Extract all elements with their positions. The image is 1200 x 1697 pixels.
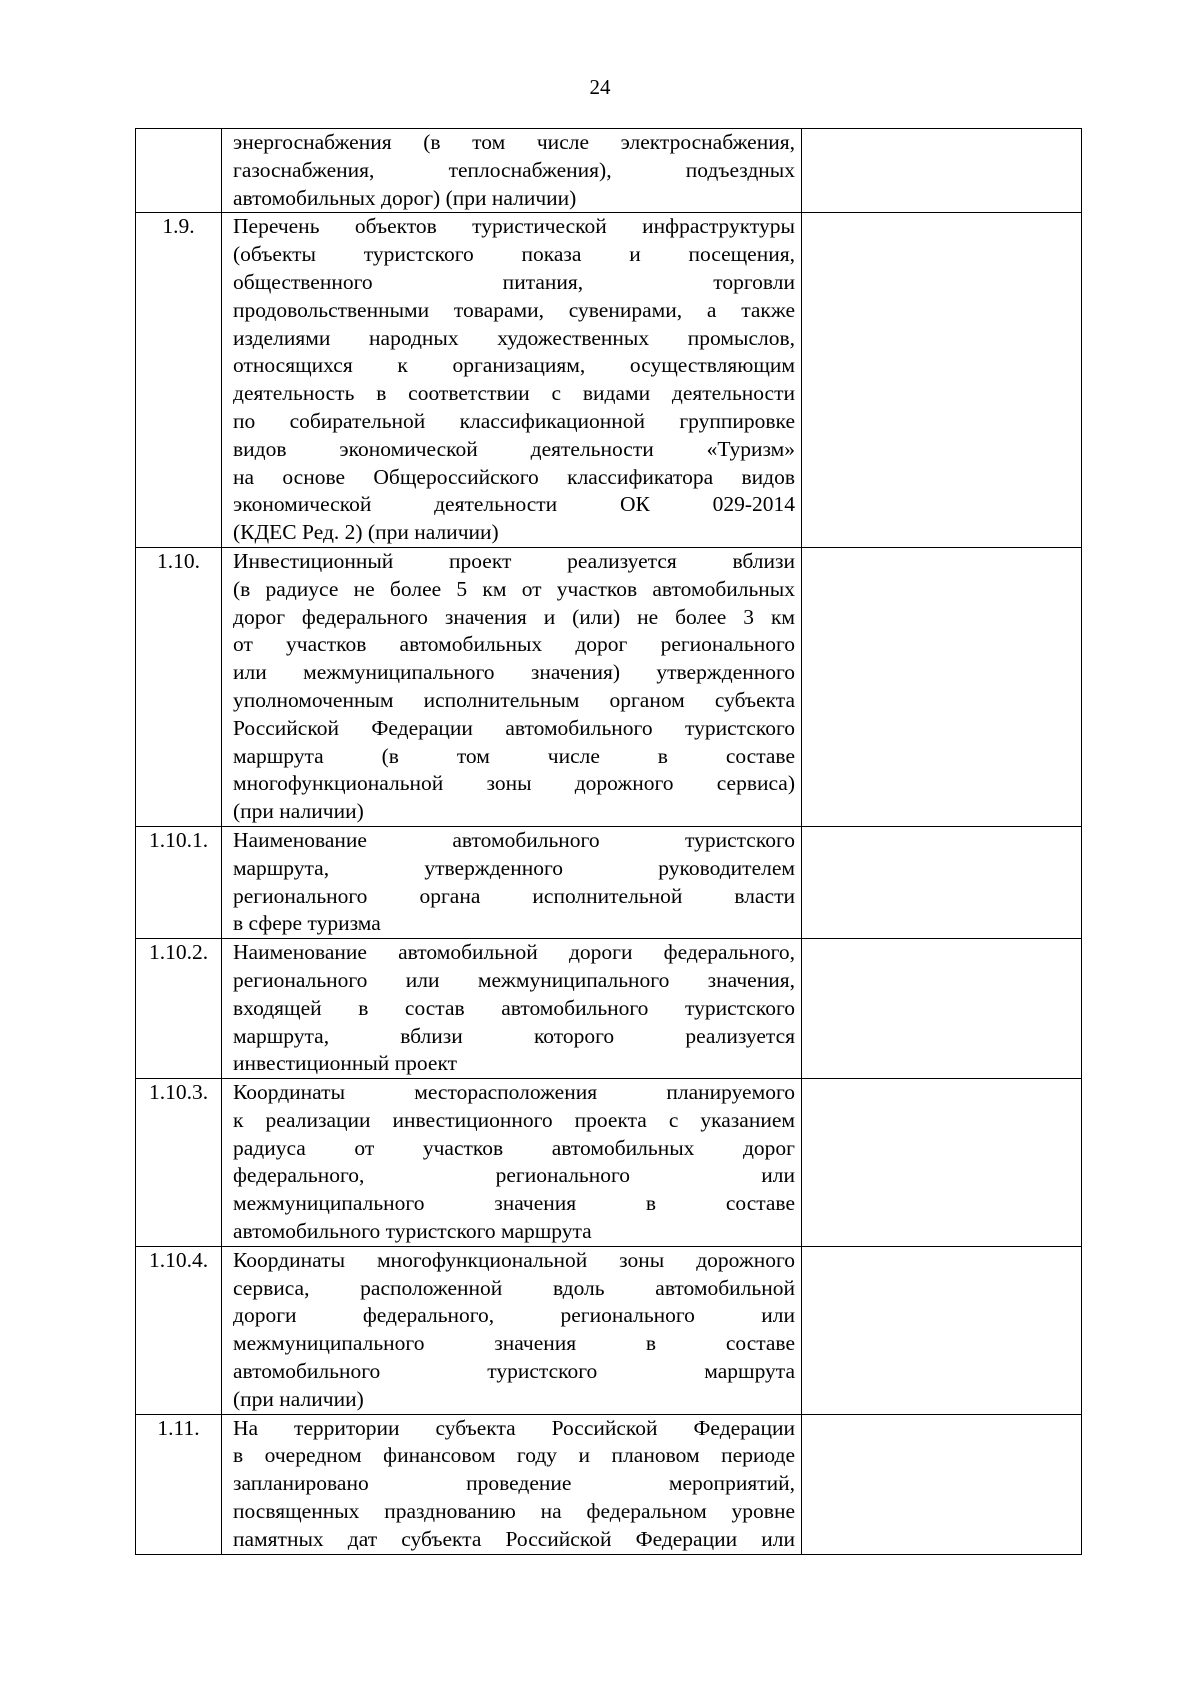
requirements-table xyxy=(135,128,1082,1555)
description-line: радиуса от участков автомобильных дорог xyxy=(233,1135,795,1160)
description-line: (объекты туристского показа и посещения, xyxy=(233,242,795,267)
description-line: уполномоченным исполнительным органом субъекта xyxy=(233,687,795,712)
description-line: автомобильного туристского маршрута xyxy=(233,1359,795,1384)
table-row xyxy=(136,826,1082,938)
description-line: (КДЕС Ред. 2) (при наличии) xyxy=(233,520,499,545)
table-row xyxy=(136,129,1082,213)
row-number: 1.10.1. xyxy=(136,826,222,938)
description-line: по собирательной классификационной группировке xyxy=(233,408,795,433)
description-line: изделиями народных художественных промыслов, xyxy=(233,325,795,350)
description-line: относящихся к организациям, осуществляющим xyxy=(233,353,795,378)
description-line: На территории субъекта Российской Федерации xyxy=(233,1415,795,1440)
row-number: 1.11. xyxy=(136,1414,222,1554)
row-description xyxy=(222,1414,802,1554)
description-line: посвященных празднованию на федеральном уровне xyxy=(233,1499,795,1524)
description-line: маршрута (в том числе в составе xyxy=(233,743,795,768)
description-line: в сфере туризма xyxy=(233,911,381,936)
row-number: 1.9. xyxy=(136,213,222,548)
row-value xyxy=(802,547,1082,826)
description-line: дороги федерального, регионального или xyxy=(233,1303,795,1328)
description-line: федерального, регионального или xyxy=(233,1163,795,1188)
description-line: газоснабжения, теплоснабжения), подъездных xyxy=(233,157,795,182)
description-line: Координаты месторасположения планируемого xyxy=(233,1080,795,1105)
description-line: инвестиционный проект xyxy=(233,1051,458,1076)
row-value xyxy=(802,129,1082,213)
description-line: регионального или межмуниципального значения, xyxy=(233,967,795,992)
table-row xyxy=(136,213,1082,548)
description-line: от участков автомобильных дорог регионального xyxy=(233,632,795,657)
row-value xyxy=(802,1414,1082,1554)
description-line: входящей в состав автомобильного туристского xyxy=(233,995,795,1020)
description-line: (при наличии) xyxy=(233,1386,364,1411)
description-line: маршрута, вблизи которого реализуется xyxy=(233,1023,795,1048)
page-number: 24 xyxy=(589,75,611,99)
description-line: к реализации инвестиционного проекта с указанием xyxy=(233,1107,795,1132)
description-line: межмуниципального значения в составе xyxy=(233,1331,795,1356)
table-row xyxy=(136,1246,1082,1414)
description-line: (в радиусе не более 5 км от участков автомобильных xyxy=(233,576,795,601)
row-value xyxy=(802,213,1082,548)
row-value xyxy=(802,939,1082,1079)
description-line: или межмуниципального значения) утвержденного xyxy=(233,660,795,685)
row-number: 1.10. xyxy=(136,547,222,826)
description-line: Наименование автомобильного туристского xyxy=(233,827,795,852)
description-line: в очередном финансовом году и плановом периоде xyxy=(233,1443,795,1468)
description-line: энергоснабжения (в том числе электроснабжения, xyxy=(233,130,795,154)
table-row xyxy=(136,547,1082,826)
row-value xyxy=(802,1079,1082,1247)
description-line: сервиса, расположенной вдоль автомобильной xyxy=(233,1275,795,1300)
description-line: (при наличии) xyxy=(233,799,364,824)
description-line: автомобильных дорог) (при наличии) xyxy=(233,185,577,210)
row-description xyxy=(222,939,802,1079)
row-value xyxy=(802,826,1082,938)
row-description xyxy=(222,547,802,826)
row-number: 1.10.4. xyxy=(136,1246,222,1414)
row-description xyxy=(222,129,802,213)
description-line: на основе Общероссийского классификатора видов xyxy=(233,464,795,489)
description-line: запланировано проведение мероприятий, xyxy=(233,1471,795,1496)
row-description xyxy=(222,826,802,938)
description-line: экономической деятельности ОК 029-2014 xyxy=(233,492,795,517)
row-description xyxy=(222,213,802,548)
description-line: автомобильного туристского маршрута xyxy=(233,1219,592,1244)
description-line: маршрута, утвержденного руководителем xyxy=(233,855,795,880)
description-line: памятных дат субъекта Российской Федерации или xyxy=(233,1526,795,1551)
description-line: Координаты многофункциональной зоны дорожного xyxy=(233,1247,795,1272)
table-row xyxy=(136,939,1082,1079)
row-number: 1.10.3. xyxy=(136,1079,222,1247)
description-line: Перечень объектов туристической инфраструктуры xyxy=(233,214,795,239)
row-value xyxy=(802,1246,1082,1414)
description-line: деятельность в соответствии с видами деятельности xyxy=(233,381,795,406)
description-line: общественного питания, торговли xyxy=(233,269,795,294)
description-line: Инвестиционный проект реализуется вблизи xyxy=(233,548,795,573)
description-line: многофункциональной зоны дорожного сервиса) xyxy=(233,771,795,796)
table-body xyxy=(136,129,1082,1555)
description-line: видов экономической деятельности «Туризм» xyxy=(233,436,795,461)
description-line: межмуниципального значения в составе xyxy=(233,1191,795,1216)
description-line: продовольственными товарами, сувенирами, а также xyxy=(233,297,795,322)
description-line: регионального органа исполнительной власти xyxy=(233,883,795,908)
description-line: дорог федерального значения и (или) не более 3 км xyxy=(233,604,795,629)
description-line: Наименование автомобильной дороги федерального, xyxy=(233,940,795,965)
description-line: Российской Федерации автомобильного туристского xyxy=(233,715,795,740)
row-number: 1.10.2. xyxy=(136,939,222,1079)
table-row xyxy=(136,1079,1082,1247)
row-description xyxy=(222,1079,802,1247)
table-row xyxy=(136,1414,1082,1554)
row-description xyxy=(222,1246,802,1414)
row-number xyxy=(136,129,222,213)
